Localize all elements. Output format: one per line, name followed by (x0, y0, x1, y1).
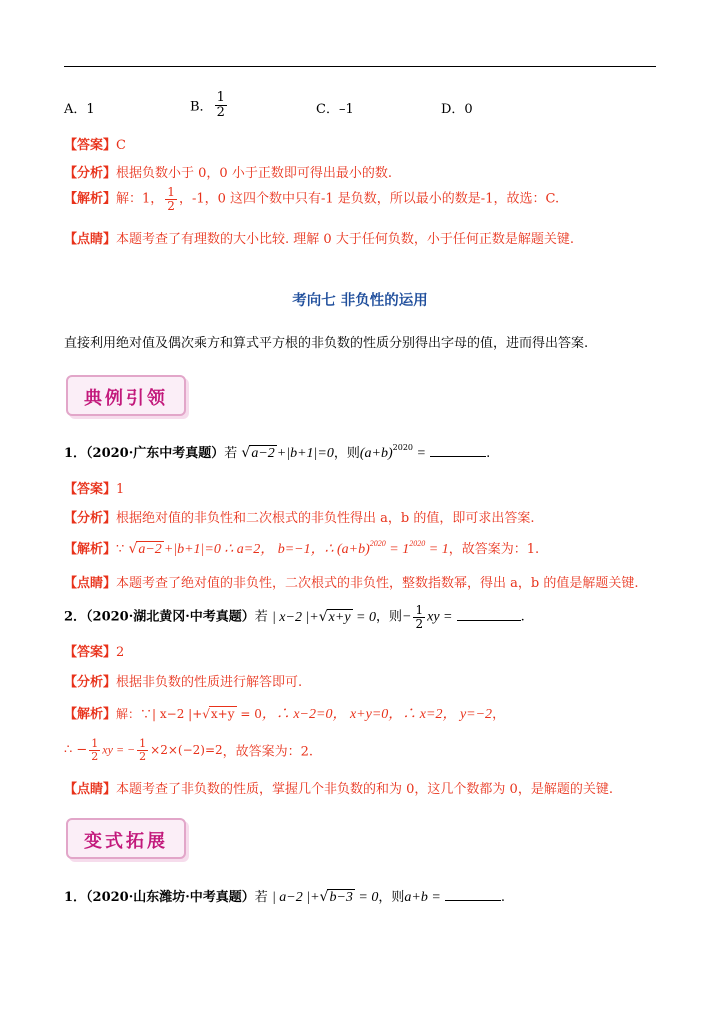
q2-comment: 【点睛】本题考查了非负数的性质，掌握几个非负数的和为 0，这几个数都为 0，是解题的关键. (64, 782, 613, 797)
option-a: A．1 (64, 102, 95, 117)
q0-answer: 【答案】C (64, 138, 126, 153)
q3-question: 1．（2020·山东潍坊·中考真题）若 | a−2 |+√b−3 = 0，则a+b = . (64, 889, 506, 905)
variant-tag: 变式拓展 (66, 818, 186, 859)
q2-answer: 【答案】2 (64, 645, 125, 660)
q2-solution: 【解析】解：∵| x−2 |+√x+y = 0，∴ x−2=0， x+y=0，∴ x=2， y=−2， (64, 707, 506, 722)
q1-solution: 【解析】∵ √a−2 +|b+1|=0 ∴ a=2， b=−1，∴ $(a+b)^{2020} = 1^{2020} = 1$，故答案为：1. (64, 539, 540, 557)
q2-question: 2．（2020·湖北黄冈·中考真题）若 | x−2 |+√x+y = 0，则− $\frac{1}{2}$ xy = . (64, 603, 525, 631)
q0-analysis: 【分析】根据负数小于 0，0 小于正数即可得出最小的数. (64, 166, 392, 181)
q2-analysis: 【分析】根据非负数的性质进行解答即可. (64, 675, 303, 690)
header-rule (64, 66, 656, 67)
q1-question: 1．（2020·广东中考真题）若 √a−2 +|b+1|=0，则$(a+b)^{2020}$ = . (64, 443, 491, 461)
example-tag: 典例引领 (66, 375, 186, 416)
q0-comment: 【点睛】本题考查了有理数的大小比较. 理解 0 大于任何负数，小于任何正数是解题关键. (64, 232, 574, 247)
q2-solution-line2: ∴ − $\frac{1}{2}$ xy = − $\frac{1}{2}$ ×2×(−2)=2，故答案为：2. (64, 737, 314, 763)
option-d: D．0 (441, 102, 473, 117)
section-intro: 直接利用绝对值及偶次乘方和算式平方根的非负数的性质分别得出字母的值，进而得出答案. (64, 336, 589, 351)
section-title: 考向七 非负性的运用 (292, 293, 428, 309)
option-c: C．–1 (316, 102, 354, 117)
option-b: B． $\frac{1}{2}$ (190, 90, 225, 120)
q1-comment: 【点睛】本题考查了绝对值的非负性，二次根式的非负性，整数指数幂，得出 a，b 的值是解题关键. (64, 576, 639, 591)
q1-answer: 【答案】1 (64, 482, 125, 497)
q0-solution: 【解析】解：1， $\frac{1}{2}$ ，-1，0 这四个数中只有-1 是负数，所以最小的数是-1，故选：C. (64, 185, 560, 213)
q1-analysis: 【分析】根据绝对值的非负性和二次根式的非负性得出 a，b 的值，即可求出答案. (64, 511, 535, 526)
